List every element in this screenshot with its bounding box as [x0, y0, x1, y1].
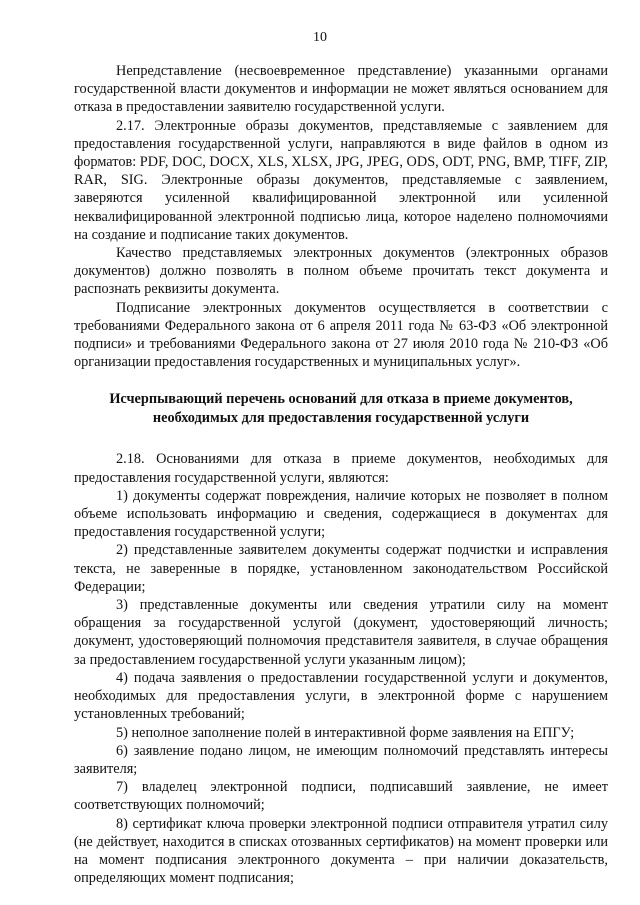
document-body — [74, 62, 608, 887]
paragraph-2-18-grounds: 2.18. Основаниями для отказа в приеме документов, необходимых для предоставления государственной услуги, являются: — [74, 451, 608, 486]
list-item-ground-5: 5) неполное заполнение полей в интерактивной форме заявления на ЕПГУ; — [116, 724, 575, 741]
list-item-ground-3: 3) представленные документы или сведения утратили силу на момент обращения за государственной услугой (документ, удостоверяющий личность; документ, удостоверяющий полномочия представителя заявителя, в случае обращения за предоставлением государственной услуги указанным лицом); — [74, 597, 608, 668]
list-item-ground-4: 4) подача заявления о предоставлении государственной услуги и документов, необходимых для предоставления услуги, в электронной форме с нарушением установленных требований; — [74, 669, 608, 723]
section-heading-line-1: Исчерпывающий перечень оснований для отказа в приеме документов, — [109, 391, 573, 408]
list-item-ground-1: 1) документы содержат повреждения, наличие которых не позволяет в полном объеме использовать информацию и сведения, содержащиеся в документах для предоставления государственной услуги; — [74, 487, 608, 541]
paragraph-non-submission: Непредставление (несвоевременное представление) указанными органами государственной власти документов и информации не может являться основанием для отказа в предоставлении заявителю государственной услуги. — [74, 63, 608, 116]
section-heading-line-2: необходимых для предоставления государственной услуги — [152, 410, 530, 427]
page-number: 10 — [313, 30, 327, 45]
paragraph-2-17-electronic-formats: 2.17. Электронные образы документов, представляемые с заявлением для предоставления государственной услуги, направляются в виде файлов в одном из форматов: PDF, DOC, DOCX, XLS, XLSX, JPG, JPEG, ODS, ODT, PNG, BMP, TIFF, ZIP, RAR, SIG. Электронные образы документов, представляемые с заявлением, заверяются усиленной квалифицированной электронной или усиленной неквалифицированной электронной подписью лица, которое наделено полномочиями на создание и подписание таких документов. — [74, 117, 608, 243]
paragraph-document-quality: Качество представляемых электронных документов (электронных образов документов) должно позволять в полном объеме прочитать текст документа и распознать реквизиты документа. — [74, 245, 608, 298]
list-item-ground-7: 7) владелец электронной подписи, подписавший заявление, не имеет соответствующих полномочий; — [74, 779, 608, 814]
list-item-ground-6: 6) заявление подано лицом, не имеющим полномочий представлять интересы заявителя; — [74, 742, 608, 777]
section-heading — [74, 390, 608, 428]
list-item-ground-8: 8) сертификат ключа проверки электронной подписи отправителя утратил силу (не действует, находится в списках отозванных сертификатов) на момент проверки или на момент подписания электронного документа – при наличии доказательств, определяющих момент подписания; — [74, 815, 608, 887]
list-item-ground-2: 2) представленные заявителем документы содержат подчистки и исправления текста, не заверенные в порядке, установленном законодательством Российской Федерации; — [74, 542, 608, 595]
paragraph-electronic-signing: Подписание электронных документов осуществляется в соответствии с требованиями Федерального закона от 6 апреля 2011 года № 63-ФЗ «Об электронной подписи» и требованиями Федерального закона от 27 июля 2010 года № 210-ФЗ «Об организации предоставления государственных и муниципальных услуг». — [74, 299, 608, 371]
